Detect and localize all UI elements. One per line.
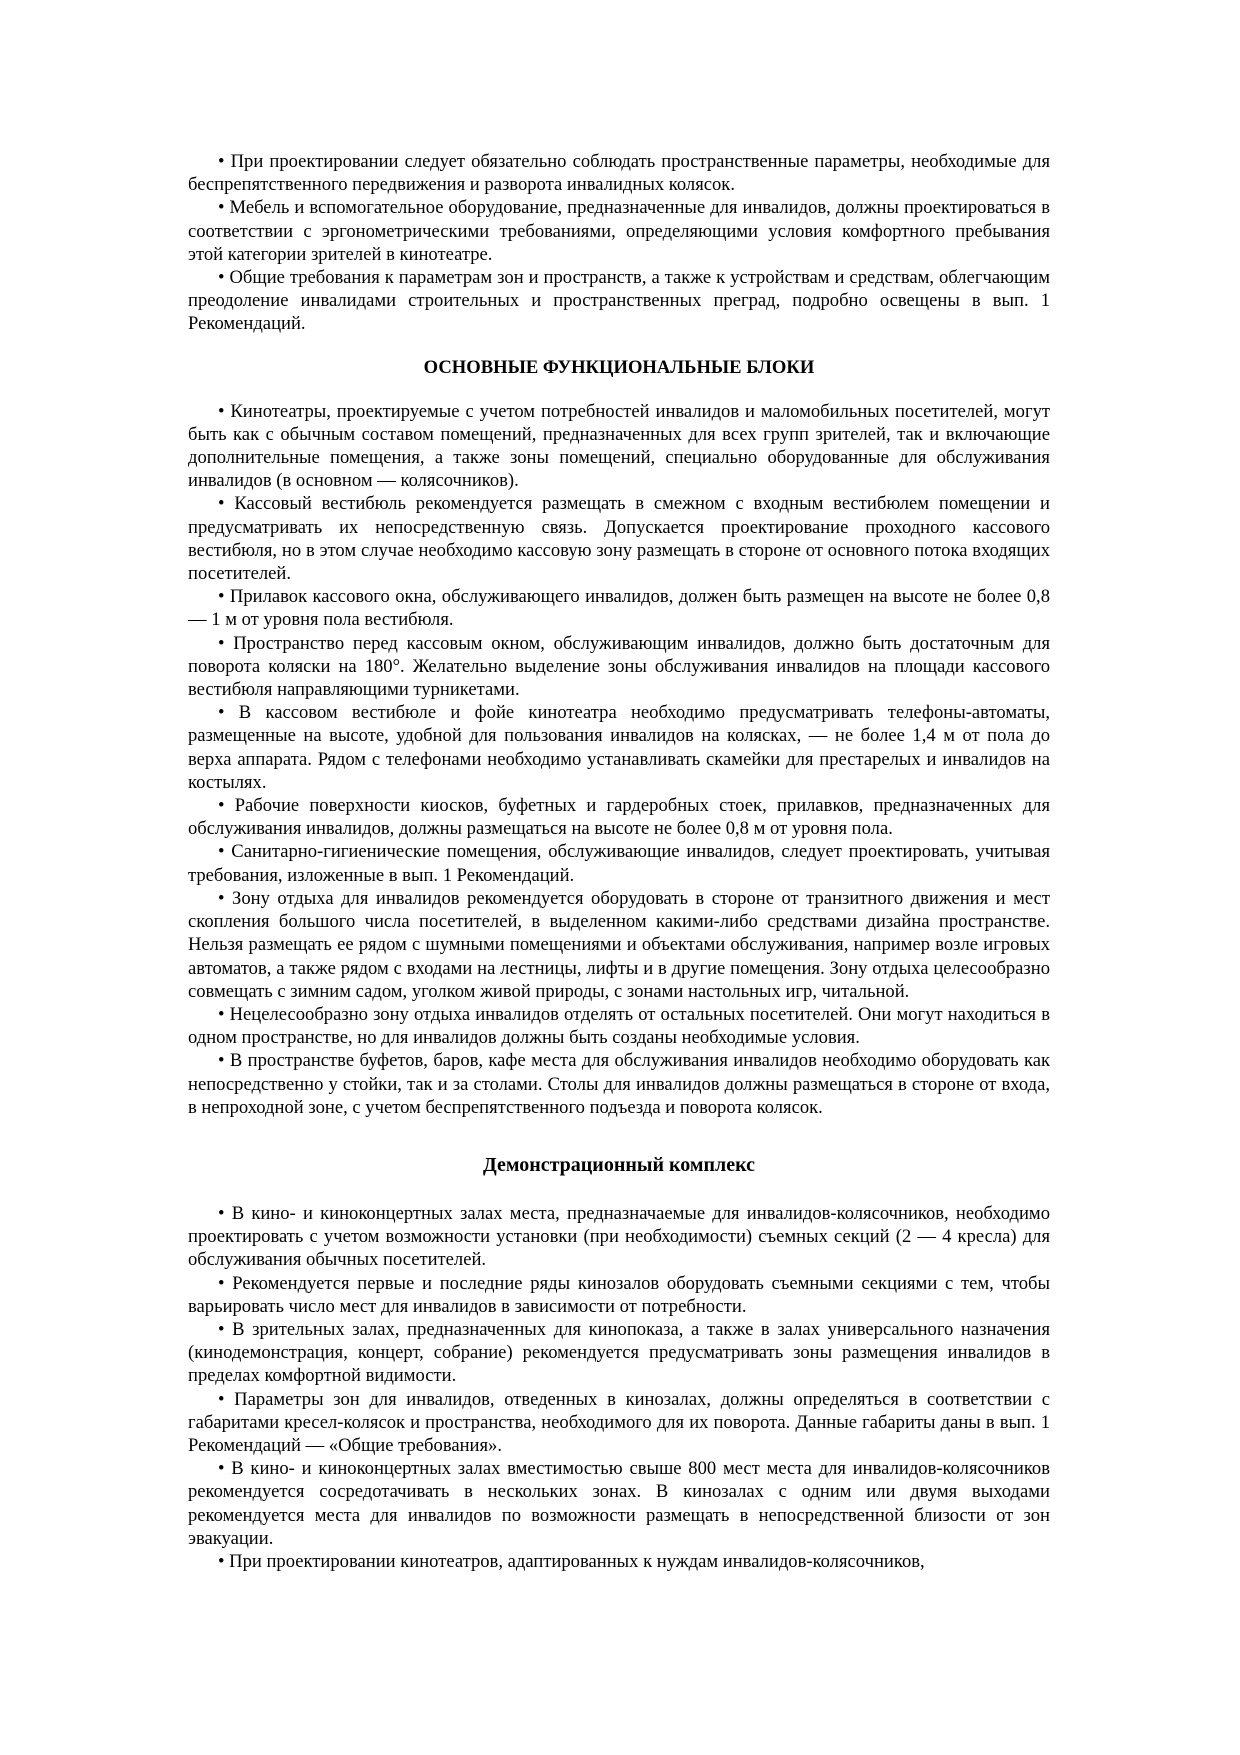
paragraph-zone-parameters: • Параметры зон для инвалидов, отведенных в кинозалах, должны определяться в соответствии с габаритами кресел-колясок и пространства, необходимого для их поворота. Данные габариты даны в вып. 1 Рекомендаций — «Общие требования».: [188, 1388, 1050, 1456]
paragraph-ticket-counter: • Прилавок кассового окна, обслуживающего инвалидов, должен быть размещен на высоте не более 0,8 — 1 м от уровня пола вестибюля.: [188, 586, 1050, 631]
paragraph-cinema-composition: • Кинотеатры, проектируемые с учетом потребностей инвалидов и маломобильных посетителей, могут быть как с обычным составом помещений, предназначенных для всех групп зрителей, так и включающие дополнительные помещения, а также зоны помещений, специально оборудованные для обслуживания инвалидов (в основном — колясочников).: [188, 400, 1050, 492]
paragraph-wheelchair-parameters: • При проектировании следует обязательно соблюдать пространственные параметры, необходимые для беспрепятственного передвижения и разворота инвалидных колясок.: [188, 151, 1050, 196]
section-heading-demonstration-complex: Демонстрационный комплекс: [482, 1153, 756, 1176]
paragraph-removable-sections: • В кино- и киноконцертных залах места, предназначаемые для инвалидов-колясочников, необходимо проектировать с учетом возможности установки (при необходимости) съемных секций (2 — 4 кресла) для обслуживания обычных посетителей.: [188, 1202, 1050, 1271]
paragraph-first-last-rows: • Рекомендуется первые и последние ряды кинозалов оборудовать съемными секциями с тем, чтобы варьировать число мест для инвалидов в зависимости от потребности.: [188, 1272, 1050, 1317]
paragraph-general-requirements: • Общие требования к параметрам зон и пространств, а также к устройствам и средствам, облегчающим преодоление инвалидами строительных и пространственных преград, подробно освещены в вып. 1 Рекомендаций.: [188, 267, 1050, 335]
paragraph-large-halls: • В кино- и киноконцертных залах вместимостью свыше 800 мест места для инвалидов-колясочников рекомендуется сосредотачивать в нескольких зонах. В кинозалах с одним или двумя выходами рекомендуется места для инвалидов по возможности размещать в непосредственной близости от зон эвакуации.: [188, 1458, 1050, 1549]
paragraph-work-surfaces: • Рабочие поверхности киосков, буфетных и гардеробных стоек, прилавков, предназначенных для обслуживания инвалидов, должны размещаться на высоте не более 0,8 м от уровня пола.: [188, 795, 1050, 840]
paragraph-ticket-lobby: • Кассовый вестибюль рекомендуется размещать в смежном с входным вестибюлем помещении и предусматривать их непосредственную связь. Допускается проектирование проходного кассового вестибюля, но в этом случае необходимо кассовую зону размещать в стороне от основного потока входящих посетителей.: [188, 493, 1050, 585]
paragraph-comfortable-visibility: • В зрительных залах, предназначенных для кинопоказа, а также в залах универсального назначения (кинодемонстрация, концерт, собрание) рекомендуется предусматривать зоны размещения инвалидов в пределах комфортной видимости.: [188, 1318, 1050, 1387]
section-heading-functional-blocks: ОСНОВНЫЕ ФУНКЦИОНАЛЬНЫЕ БЛОКИ: [423, 356, 815, 378]
paragraph-ticket-window-space: • Пространство перед кассовым окном, обслуживающим инвалидов, должно быть достаточным для поворота коляски на 180°. Желательно выделение зоны обслуживания инвалидов на площади кассового вестибюля направляющими турникетами.: [188, 632, 1050, 701]
paragraph-buffets-bars: • В пространстве буфетов, баров, кафе места для обслуживания инвалидов необходимо оборудовать как непосредственно у стойки, так и за столами. Столы для инвалидов должны размещаться в стороне от входа, в непроходной зоне, с учетом беспрепятственного подъезда и поворота колясок.: [188, 1050, 1050, 1118]
paragraph-furniture-ergonomics: • Мебель и вспомогательное оборудование, предназначенные для инвалидов, должны проектироваться в соответствии с эргонометрическими требованиями, определяющими условия комфортного пребывания этой категории зрителей в кинотеатре.: [188, 197, 1050, 265]
paragraph-rest-zone-shared: • Нецелесообразно зону отдыха инвалидов отделять от остальных посетителей. Они могут находиться в одном пространстве, но для инвалидов должны быть созданы необходимые условия.: [188, 1003, 1050, 1049]
paragraph-payphones: • В кассовом вестибюле и фойе кинотеатра необходимо предусматривать телефоны-автоматы, размещенные на высоте, удобной для пользования инвалидов на колясках, — не более 1,4 м от пола до верха аппарата. Рядом с телефонами необходимо устанавливать скамейки для престарелых и инвалидов на костылях.: [188, 702, 1050, 793]
paragraph-rest-zone: • Зону отдыха для инвалидов рекомендуется оборудовать в стороне от транзитного движения и мест скопления большого числа посетителей, в выделенном какими-либо средствами дизайна пространстве. Нельзя размещать ее рядом с шумными помещениями и объектами обслуживания, например возле игровых автоматов, а также рядом с входами на лестницы, лифты и в другие помещения. Зону отдыха целесообразно совмещать с зимним садом, уголком живой природы, с зонами настольных игр, читальной.: [188, 887, 1050, 1002]
paragraph-sanitary-rooms: • Санитарно-гигиенические помещения, обслуживающие инвалидов, следует проектировать, учитывая требования, изложенные в вып. 1 Рекомендаций.: [188, 841, 1050, 886]
paragraph-adapted-cinemas: • При проектировании кинотеатров, адаптированных к нуждам инвалидов-колясочников,: [218, 1550, 925, 1572]
